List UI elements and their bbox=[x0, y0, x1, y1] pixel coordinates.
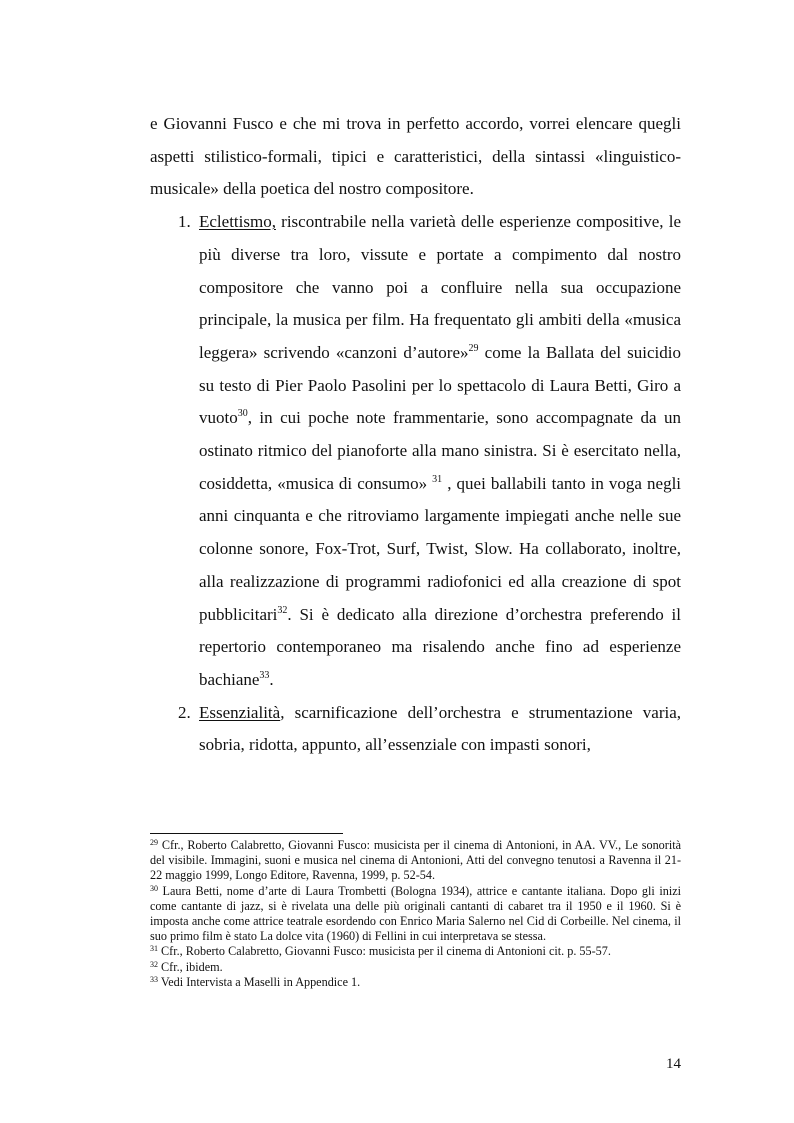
body-text bbox=[150, 108, 681, 762]
footnote-text: Cfr., Roberto Calabretto, Giovanni Fusco: musicista per il cinema di Antonioni, in AA. VV., Le sonorità del visibile. Immagini, suoni e musica nel cinema di Antonioni, Atti del convegno tenutosi a Ravenna il 21-22 maggio 1999, Longo Editore, Ravenna, 1999, p. 52-54. bbox=[150, 838, 681, 883]
list-term-essenzialita: Essenzialità bbox=[199, 702, 281, 722]
footnote-ref-32[interactable]: 32 bbox=[277, 604, 288, 616]
footnote-text: Vedi Intervista a Maselli in Appendice 1. bbox=[158, 974, 361, 989]
list-text: , scarnificazione dell’orchestra e strumentazione varia, sobria, ridotta, appunto, all’essenziale con impasti sonori, bbox=[199, 702, 681, 755]
footnote-ref-33[interactable]: 33 bbox=[259, 669, 270, 681]
footnote-29 bbox=[150, 838, 681, 884]
footnote-32 bbox=[150, 960, 681, 975]
footnote-33 bbox=[150, 975, 681, 990]
list-item-essenzialita bbox=[150, 697, 681, 762]
list-text: , quei ballabili tanto in voga negli anni cinquanta e che ritroviamo largamente impiegati anche nelle sue colonne sonore, Fox-Trot, Surf, Twist, Slow. Ha collaborato, inoltre, alla realizzazione di programmi radiofonici ed alla creazione di spot pubblicitari bbox=[199, 473, 682, 624]
list-text: come la Ballata del suicidio su testo di Pier Paolo Pasolini per lo spettacolo di Laura Betti, Giro a vuoto bbox=[199, 342, 682, 428]
footnote-ref-31[interactable]: 31 bbox=[432, 473, 443, 485]
list-term-eclettismo: Eclettismo, bbox=[199, 212, 276, 232]
page-number: 14 bbox=[666, 1056, 681, 1072]
list-text: . bbox=[269, 669, 274, 689]
footnote-divider bbox=[150, 833, 343, 834]
footnote-text: Laura Betti, nome d’arte di Laura Trombetti (Bologna 1934), attrice e cantante italiana. Dopo gli inizi come cantante di jazz, si è rivelata una delle più originali cantanti di cabaret tra il 1950 e il 1960. Si è imposta anche come attrice teatrale esordendo con Enrico Maria Salerno nel Cid di Corbeille. Nel cinema, il suo primo film è stato La dolce vita (1960) di Fellini in cui interpretava se stessa. bbox=[150, 883, 681, 944]
footnote-text: Cfr., Roberto Calabretto, Giovanni Fusco: musicista per il cinema di Antonioni cit. p. 55-57. bbox=[158, 944, 611, 959]
footnote-31 bbox=[150, 944, 681, 959]
list-text: , in cui poche note frammentarie, sono accompagnate da un ostinato ritmico del pianoforte alla mano sinistra. Si è esercitato nella, cosiddetta, «musica di consumo» bbox=[199, 408, 681, 493]
list-text: riscontrabile nella varietà delle esperienze compositive, le più diverse tra loro, vissute e portate a compimento dal nostro compositore che vanno poi a confluire nella sua occupazione principale, la musica per film. Ha frequentato gli ambiti della «musica leggera» scrivendo «canzoni d’autore» bbox=[199, 212, 681, 362]
list-number: 1. bbox=[178, 212, 191, 232]
footnote-number: 31 bbox=[150, 944, 158, 954]
list-text: . Si è dedicato alla direzione d’orchestra preferendo il repertorio contemporaneo ma risalendo anche fino ad esperienze bachiane bbox=[199, 604, 681, 689]
footnote-ref-29[interactable]: 29 bbox=[468, 342, 479, 354]
footnote-text: Cfr., ibidem. bbox=[158, 959, 223, 974]
numbered-list bbox=[150, 206, 681, 762]
footnotes bbox=[150, 838, 681, 990]
intro-paragraph: e Giovanni Fusco e che mi trova in perfetto accordo, vorrei elencare quegli aspetti stilistico-formali, tipici e caratteristici, della sintassi «linguistico-musicale» della poetica del nostro compositore. bbox=[150, 114, 681, 199]
footnote-number: 30 bbox=[150, 883, 158, 893]
footnote-ref-30[interactable]: 30 bbox=[237, 408, 248, 420]
footnote-number: 32 bbox=[150, 959, 158, 969]
footnote-30 bbox=[150, 884, 681, 945]
list-number: 2. bbox=[178, 702, 191, 722]
footnote-number: 33 bbox=[150, 974, 158, 984]
list-item-eclettismo bbox=[150, 206, 681, 697]
footnote-number: 29 bbox=[150, 838, 158, 847]
